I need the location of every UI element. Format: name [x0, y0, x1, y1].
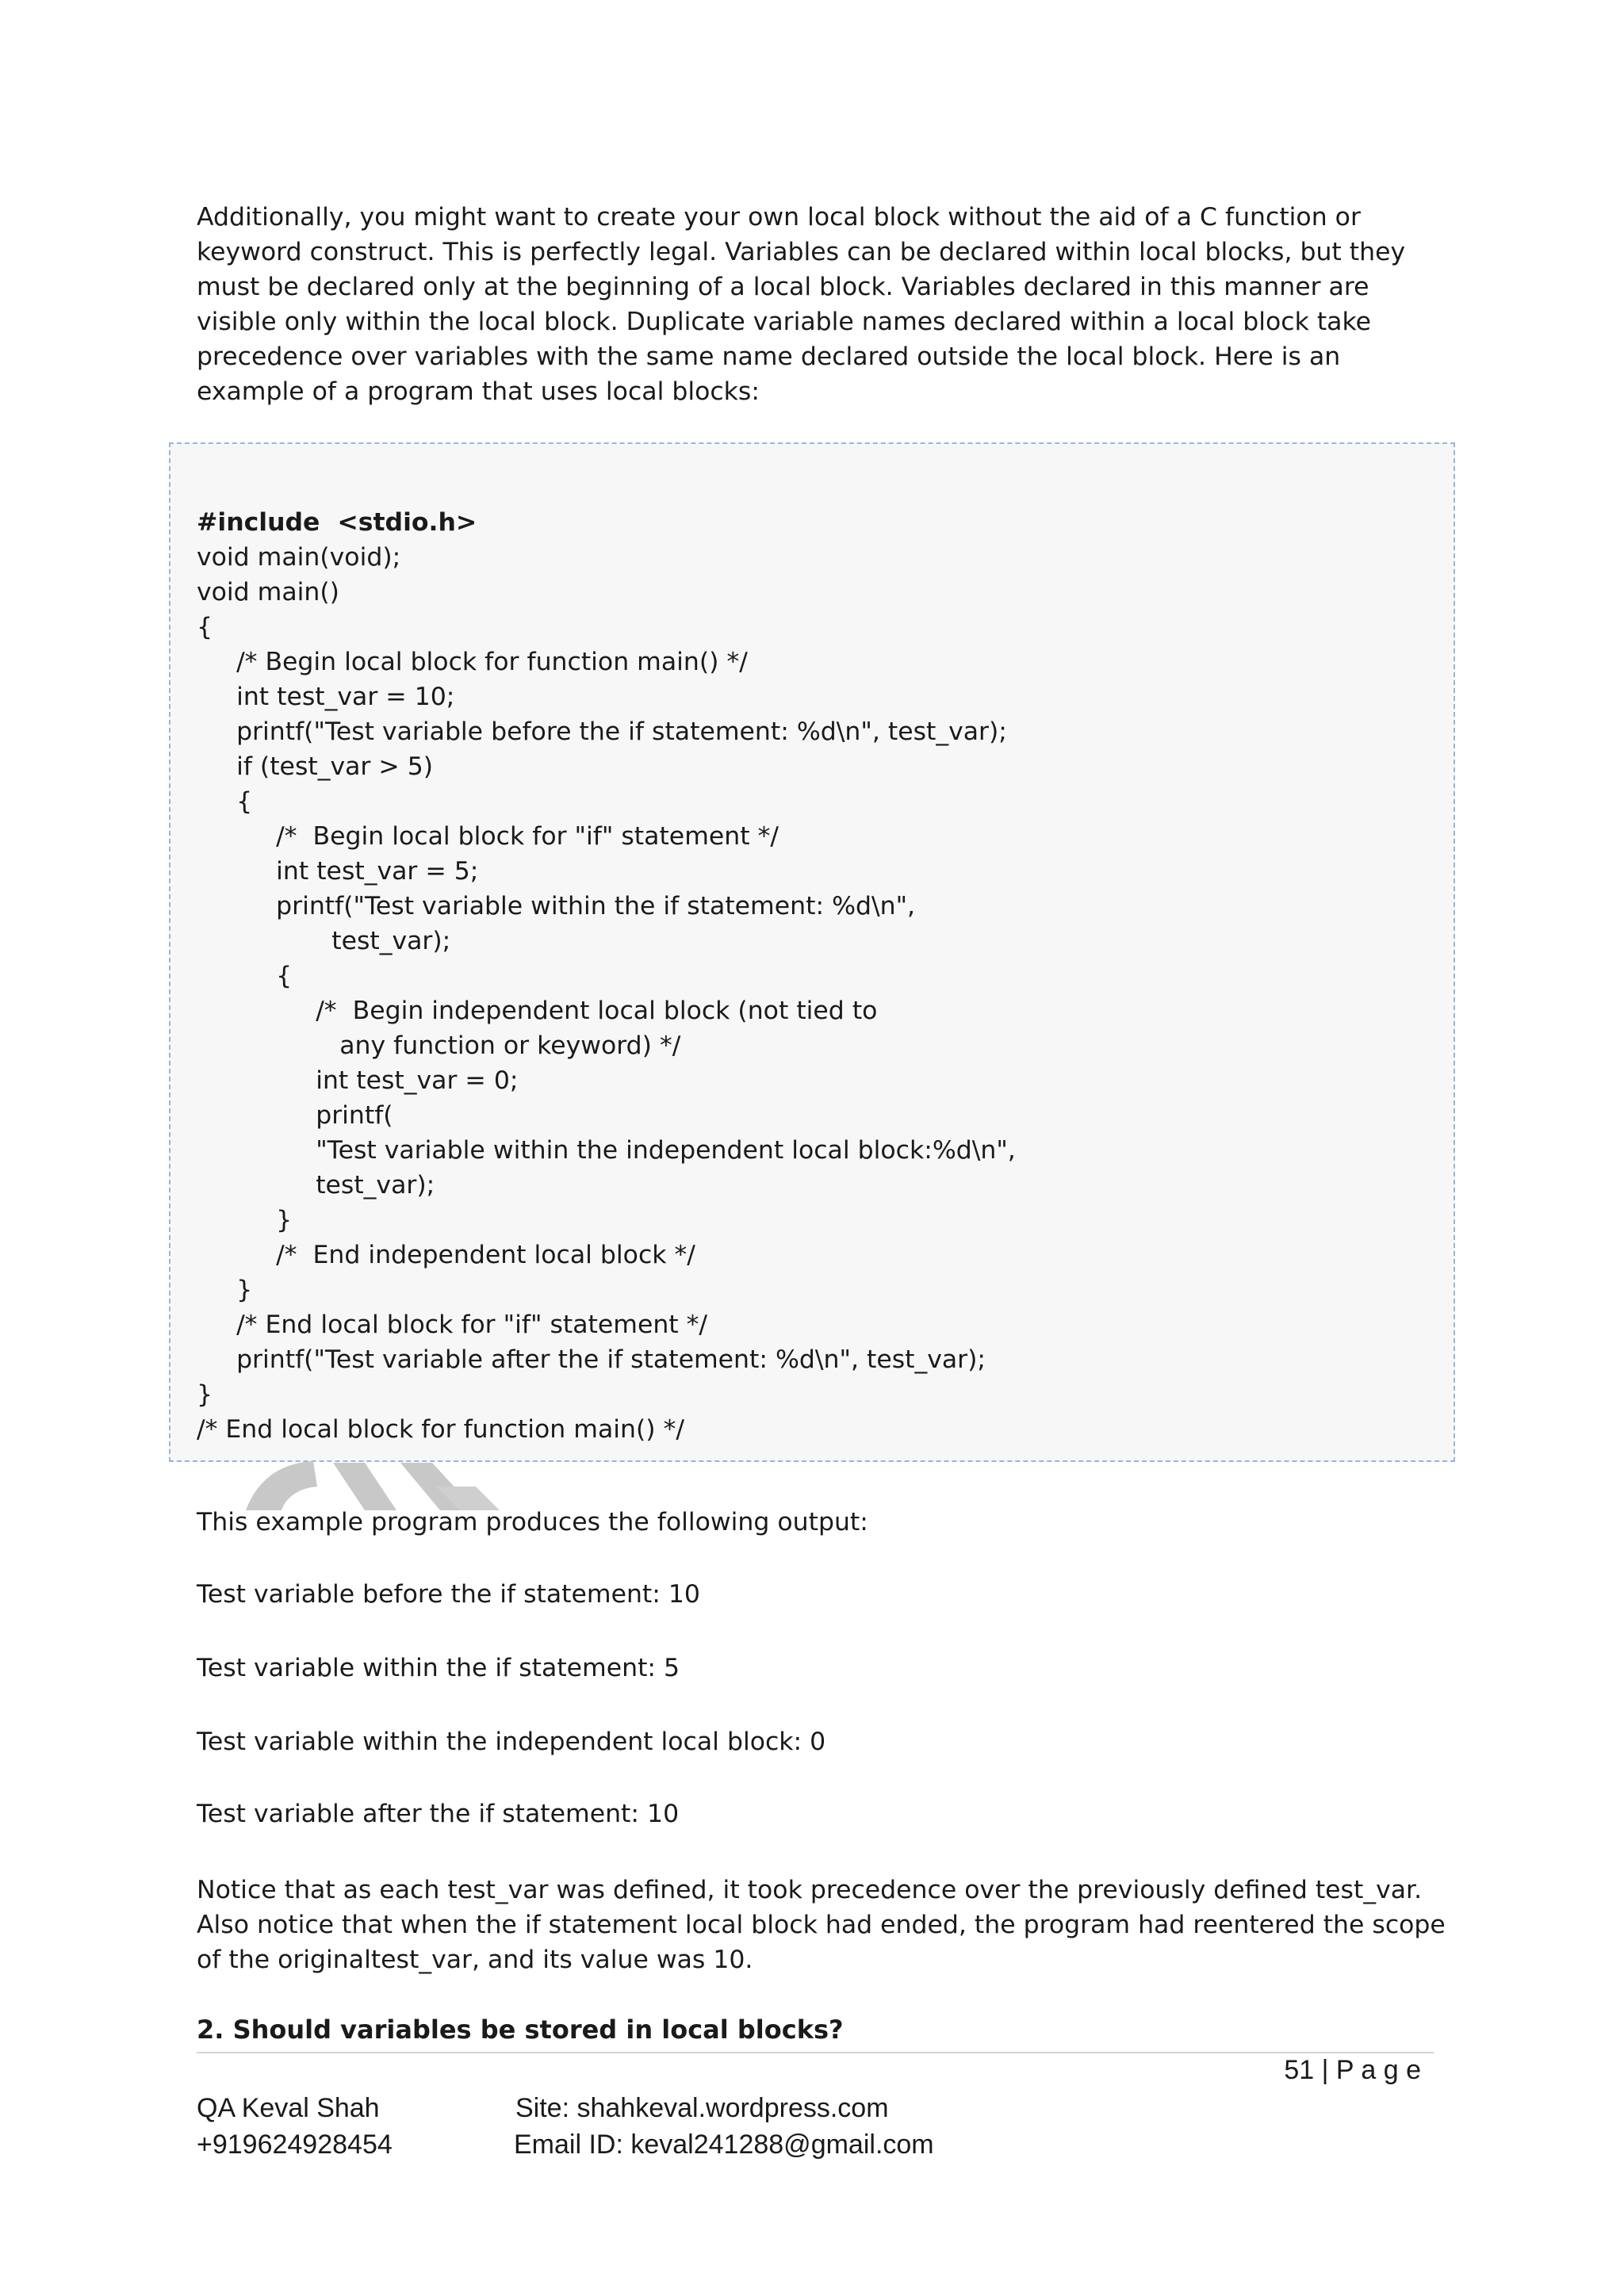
page-number: 51 | P a g e	[1284, 2055, 1421, 2085]
code-line: printf(	[197, 1101, 393, 1130]
code-line: /* End independent local block */	[197, 1241, 695, 1269]
code-line: test_var);	[197, 927, 451, 955]
intro-line: example of a program that uses local blocks:	[197, 377, 760, 406]
notice-line: Also notice that when the if statement local block had ended, the program had reentered the scope	[197, 1911, 1446, 1939]
output-line: Test variable within the independent local block: 0	[197, 1728, 826, 1756]
code-line: #include <stdio.h>	[197, 508, 477, 537]
code-line: /* Begin local block for "if" statement */	[197, 822, 779, 851]
intro-paragraph	[197, 200, 1434, 409]
footer-phone: +919624928454	[197, 2130, 393, 2160]
code-line: {	[197, 613, 213, 641]
code-line: any function or keyword) */	[197, 1031, 681, 1060]
footer-author: QA Keval Shah	[197, 2093, 380, 2123]
code-line: /* Begin independent local block (not tied to	[197, 997, 878, 1025]
section-heading: 2. Should variables be stored in local blocks?	[197, 2015, 844, 2045]
output-line: Test variable after the if statement: 10	[197, 1800, 680, 1828]
code-line: }	[197, 1276, 253, 1304]
intro-line: must be declared only at the beginning of a local block. Variables declared in this manner are	[197, 273, 1369, 301]
code-listing	[197, 505, 1016, 1447]
footer-divider	[197, 2052, 1434, 2053]
code-line: {	[197, 962, 293, 990]
intro-line: Additionally, you might want to create your own local block without the aid of a C function or	[197, 203, 1361, 232]
code-line: "Test variable within the independent local block:%d\n",	[197, 1136, 1016, 1165]
intro-line: keyword construct. This is perfectly legal. Variables can be declared within local blocks, but they	[197, 238, 1406, 266]
notice-paragraph	[197, 1873, 1450, 1977]
footer-site: Site: shahkeval.wordpress.com	[515, 2093, 889, 2123]
output-intro: This example program produces the following output:	[197, 1508, 868, 1536]
code-line: test_var);	[197, 1171, 435, 1200]
code-line: printf("Test variable before the if statement: %d\n", test_var);	[197, 718, 1007, 746]
code-line: /* End local block for function main() */	[197, 1415, 684, 1444]
code-line: int test_var = 5;	[197, 857, 479, 886]
code-line: int test_var = 10;	[197, 683, 455, 711]
notice-line: Notice that as each test_var was defined, it took precedence over the previously defined test_var.	[197, 1876, 1423, 1904]
code-line: void main(void);	[197, 543, 401, 572]
watermark-graphic	[238, 1455, 539, 1510]
code-line: if (test_var > 5)	[197, 752, 434, 781]
code-line: /* Begin local block for function main() */	[197, 648, 748, 676]
code-line: int test_var = 0;	[197, 1066, 519, 1095]
code-line: {	[197, 787, 253, 816]
code-line: void main()	[197, 578, 339, 607]
output-line: Test variable before the if statement: 10	[197, 1580, 700, 1609]
code-line: printf("Test variable after the if statement: %d\n", test_var);	[197, 1345, 986, 1374]
notice-line: of the originaltest_var, and its value was 10.	[197, 1946, 753, 1974]
intro-line: visible only within the local block. Duplicate variable names declared within a local block take	[197, 308, 1371, 336]
output-line: Test variable within the if statement: 5	[197, 1654, 680, 1682]
intro-line: precedence over variables with the same name declared outside the local block. Here is an	[197, 342, 1341, 371]
footer-email: Email ID: keval241288@gmail.com	[514, 2130, 934, 2160]
code-line: /* End local block for "if" statement */	[197, 1311, 708, 1339]
code-line: }	[197, 1206, 293, 1234]
code-line: printf("Test variable within the if statement: %d\n",	[197, 892, 916, 920]
code-line: }	[197, 1380, 213, 1409]
